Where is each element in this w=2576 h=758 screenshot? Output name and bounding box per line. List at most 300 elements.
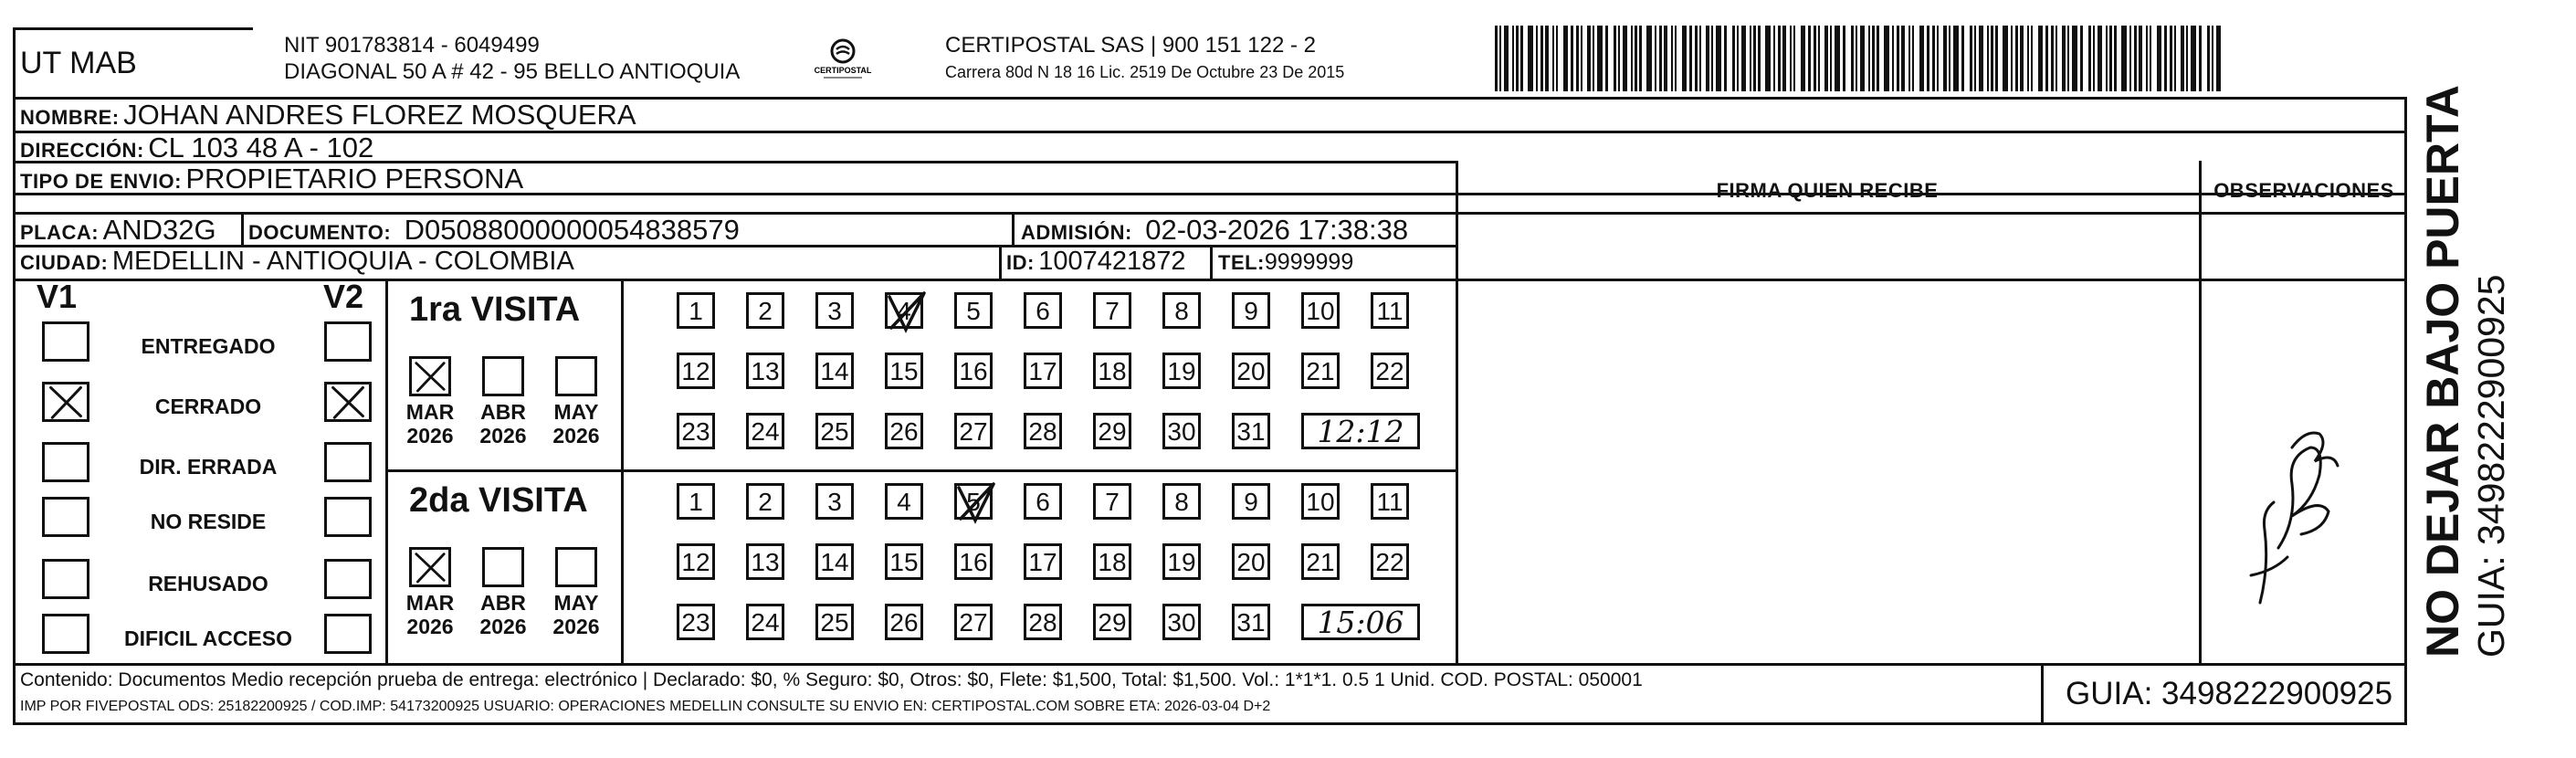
barcode-bar [1614, 26, 1616, 91]
day-box[interactable] [1371, 292, 1409, 329]
placa-value: AND32G [102, 214, 216, 246]
day-box[interactable] [1024, 413, 1062, 449]
ciudad-cell [20, 248, 574, 275]
tipo-value: PROPIETARIO PERSONA [185, 163, 524, 195]
month-label [544, 400, 608, 448]
day-number: 14 [820, 548, 849, 576]
barcode-bar [2056, 26, 2057, 91]
status-label: NO RESIDE [150, 510, 267, 533]
day-box[interactable] [746, 413, 784, 449]
day-number: 29 [1098, 417, 1127, 446]
barcode-bar [1664, 26, 1667, 91]
barcode-bar [1504, 26, 1509, 91]
day-number: 31 [1236, 417, 1266, 446]
day-box[interactable] [746, 292, 784, 329]
barcode-bar [1765, 26, 1771, 91]
day-box[interactable] [677, 483, 715, 520]
month-label [471, 591, 535, 639]
day-number: 25 [820, 417, 849, 446]
day-number: 6 [1036, 297, 1050, 325]
direccion-label: DIRECCIÓN: [20, 139, 144, 162]
barcode-bar [1581, 26, 1582, 91]
day-box[interactable] [1301, 292, 1340, 329]
month-year: 2026 [479, 424, 527, 448]
day-number: 20 [1236, 357, 1266, 385]
barcode-bar [1932, 26, 1935, 91]
barcode-bar [1593, 26, 1594, 91]
day-box[interactable] [885, 292, 923, 329]
barcode-bar [1597, 26, 1603, 91]
checkbox-v1-no-reside[interactable] [42, 497, 89, 537]
day-box[interactable] [1162, 353, 1201, 389]
month-label [544, 591, 608, 639]
barcode-bar [1635, 26, 1637, 91]
day-box[interactable] [1301, 543, 1340, 580]
barcode-bar [2191, 26, 2196, 91]
day-number: 25 [820, 608, 849, 637]
day-box[interactable] [1162, 604, 1201, 640]
day-box[interactable] [885, 353, 923, 389]
side-text [2417, 85, 2529, 658]
day-number: 4 [897, 297, 911, 325]
day-box[interactable] [677, 353, 715, 389]
barcode-bar [2088, 26, 2091, 91]
day-box[interactable] [1162, 543, 1201, 580]
barcode-bar [1516, 26, 1519, 91]
day-box[interactable] [885, 413, 923, 449]
month-name: ABR [480, 400, 526, 424]
day-box[interactable] [677, 543, 715, 580]
day-box[interactable] [1232, 604, 1270, 640]
observaciones-header: OBSERVACIONES [2213, 179, 2394, 202]
month-year: 2026 [552, 424, 600, 448]
tel-value: 9999999 [1264, 249, 1354, 275]
day-number: 1 [689, 488, 703, 516]
logo-text: CERTIPOSTAL [814, 66, 872, 75]
barcode [1495, 26, 2224, 91]
month-label [398, 400, 462, 448]
barcode-bar [1908, 26, 1910, 91]
day-number: 7 [1105, 488, 1120, 516]
barcode-bar [1851, 26, 1854, 91]
barcode-bar [2051, 26, 2054, 91]
barcode-bar [1793, 26, 1795, 91]
day-number: 19 [1167, 548, 1196, 576]
day-number: 8 [1174, 488, 1189, 516]
day-number: 24 [751, 608, 780, 637]
barcode-bar [1631, 26, 1633, 91]
checkbox-v2-rehusado[interactable] [324, 559, 372, 599]
checkbox-v1-cerrado[interactable] [42, 382, 89, 422]
barcode-bar [2157, 26, 2161, 91]
barcode-bar [2106, 26, 2108, 91]
day-number: 17 [1028, 548, 1057, 576]
day-number: 14 [820, 357, 849, 385]
v2-header: V2 [323, 278, 364, 315]
barcode-bar [2015, 26, 2018, 91]
barcode-bar [1499, 26, 1501, 91]
barcode-bar [1927, 26, 1929, 91]
barcode-bar [1961, 26, 1964, 91]
day-number: 10 [1306, 297, 1335, 325]
visit-title: 2da VISITA [409, 481, 588, 520]
month-year: 2026 [552, 615, 600, 639]
documento-cell [248, 216, 740, 244]
firma-header: FIRMA QUIEN RECIBE [1716, 179, 1939, 202]
barcode-bar [1682, 26, 1687, 91]
placa-label: PLACA: [20, 221, 100, 244]
day-number: 17 [1028, 357, 1057, 385]
day-number: 18 [1098, 548, 1127, 576]
day-box[interactable] [1301, 353, 1340, 389]
status-label: ENTREGADO [141, 334, 276, 358]
day-box[interactable] [954, 353, 993, 389]
day-number: 6 [1036, 488, 1050, 516]
barcode-bar [1716, 26, 1721, 91]
side-guia: GUIA: 3498222900925 [2470, 274, 2512, 658]
barcode-bar [1801, 26, 1805, 91]
checkbox-v1-dificil-acceso[interactable] [42, 614, 89, 654]
checkbox-v2-dir-errada[interactable] [324, 442, 372, 482]
day-box[interactable] [954, 604, 993, 640]
barcode-bar [2031, 26, 2033, 91]
barcode-bar [1912, 26, 1914, 91]
footer-contenido: Contenido: Documentos Medio recepción prueba de entrega: electrónico | Declarado: $0, % Seguro: $0, Otros: $0, Flete: $1,500, Total: $1,500. Vol.: 1*1*1. 0.5 1 Unid. COD. POSTAL: 050001 [20, 669, 1643, 690]
day-box[interactable] [885, 543, 923, 580]
day-number: 23 [681, 417, 710, 446]
day-box[interactable] [677, 292, 715, 329]
barcode-bar [1758, 26, 1761, 91]
barcode-bar [2134, 26, 2137, 91]
day-box[interactable] [1093, 413, 1131, 449]
barcode-bar [1979, 26, 1983, 91]
barcode-bar [1953, 26, 1959, 91]
id-cell [1006, 248, 1186, 275]
barcode-bar [2027, 26, 2029, 91]
day-box[interactable] [815, 543, 854, 580]
day-box[interactable] [815, 604, 854, 640]
day-box[interactable] [1371, 483, 1409, 520]
barcode-bar [2170, 26, 2172, 91]
direccion-row [20, 133, 373, 162]
barcode-bar [1536, 26, 1538, 91]
barcode-bar [1897, 26, 1899, 91]
barcode-bar [1773, 26, 1775, 91]
month-name: MAR [405, 591, 455, 615]
barcode-bar [1974, 26, 1976, 91]
visit-time-value: 12:12 [1317, 414, 1404, 449]
day-number: 9 [1244, 488, 1258, 516]
barcode-bar [2181, 26, 2184, 91]
barcode-bar [1860, 26, 1865, 91]
day-box[interactable] [1162, 413, 1201, 449]
day-number: 22 [1375, 548, 1404, 576]
day-box[interactable] [1024, 292, 1062, 329]
company-name: UT MAB [20, 46, 137, 80]
barcode-bar [1818, 26, 1820, 91]
barcode-bar [1520, 26, 1523, 91]
day-number: 29 [1098, 608, 1127, 637]
barcode-bar [1750, 26, 1751, 91]
day-box[interactable] [1024, 353, 1062, 389]
v1-header: V1 [37, 278, 78, 315]
day-number: 21 [1306, 548, 1335, 576]
day-box[interactable] [746, 604, 784, 640]
day-box[interactable] [815, 353, 854, 389]
day-number: 4 [897, 488, 911, 516]
checkbox-v2-dificil-acceso[interactable] [324, 614, 372, 654]
checkbox-v2-entregado[interactable] [324, 321, 372, 362]
barcode-bar [2129, 26, 2131, 91]
barcode-bar [2164, 26, 2167, 91]
day-number: 20 [1236, 548, 1266, 576]
tel-label: TEL: [1218, 251, 1265, 274]
barcode-bar [1587, 26, 1591, 91]
day-number: 21 [1306, 357, 1335, 385]
day-box[interactable] [885, 604, 923, 640]
day-number: 22 [1375, 357, 1404, 385]
day-box[interactable] [1093, 604, 1131, 640]
barcode-bar [1659, 26, 1662, 91]
day-box[interactable] [815, 413, 854, 449]
checkbox-v1-dir-errada[interactable] [42, 442, 89, 482]
day-box[interactable] [1301, 483, 1340, 520]
barcode-bar [1699, 26, 1701, 91]
id-value: 1007421872 [1038, 247, 1186, 276]
barcode-bar [2038, 26, 2043, 91]
barcode-bar [1824, 26, 1828, 91]
visit-time-value: 15:06 [1317, 605, 1404, 640]
day-number: 2 [758, 488, 773, 516]
barcode-bar [1753, 26, 1756, 91]
barcode-bar [1528, 26, 1533, 91]
visit-time[interactable] [1301, 604, 1420, 640]
day-number: 8 [1174, 297, 1189, 325]
day-number: 27 [959, 417, 988, 446]
day-box[interactable] [1024, 604, 1062, 640]
checkbox-v1-rehusado[interactable] [42, 559, 89, 599]
barcode-bar [1605, 26, 1608, 91]
barcode-bar [1495, 26, 1498, 91]
day-box[interactable] [954, 413, 993, 449]
status-label: REHUSADO [148, 572, 268, 595]
month-checkbox-abr[interactable] [482, 356, 524, 396]
month-checkbox-may[interactable] [555, 547, 597, 587]
day-box[interactable] [1093, 292, 1131, 329]
month-checkbox-mar[interactable] [409, 356, 451, 396]
day-box[interactable] [746, 483, 784, 520]
barcode-bar [2216, 26, 2221, 91]
day-number: 7 [1105, 297, 1120, 325]
barcode-bar [2114, 26, 2117, 91]
barcode-bar [1711, 26, 1713, 91]
tipo-label: TIPO DE ENVIO: [20, 170, 182, 193]
barcode-bar [1695, 26, 1698, 91]
carrier-name: CERTIPOSTAL SAS | 900 151 122 - 2 [945, 33, 1316, 58]
barcode-bar [1808, 26, 1811, 91]
day-box[interactable] [1093, 543, 1131, 580]
barcode-bar [1843, 26, 1845, 91]
barcode-bar [2146, 26, 2148, 91]
month-name: ABR [480, 591, 526, 615]
month-year: 2026 [406, 424, 454, 448]
month-checkbox-mar[interactable] [409, 547, 451, 587]
barcode-bar [1675, 26, 1677, 91]
admision-value: 02-03-2026 17:38:38 [1145, 214, 1409, 246]
day-box[interactable] [954, 543, 993, 580]
day-number: 1 [689, 297, 703, 325]
direccion-value: CL 103 48 A - 102 [148, 132, 374, 163]
day-number: 26 [889, 608, 919, 637]
barcode-bar [1790, 26, 1792, 91]
barcode-bar [1872, 26, 1875, 91]
day-number: 5 [966, 488, 981, 516]
barcode-bar [2150, 26, 2151, 91]
status-label: DIFICIL ACCESO [123, 626, 292, 650]
barcode-bar [2098, 26, 2102, 91]
checkbox-v1-entregado[interactable] [42, 321, 89, 362]
barcode-bar [1868, 26, 1870, 91]
day-box[interactable] [954, 483, 993, 520]
barcode-bar [1877, 26, 1879, 91]
day-box[interactable] [1024, 543, 1062, 580]
barcode-bar [1639, 26, 1642, 91]
barcode-bar [1576, 26, 1579, 91]
day-box[interactable] [954, 292, 993, 329]
checkbox-v2-no-reside[interactable] [324, 497, 372, 537]
day-number: 19 [1167, 357, 1196, 385]
month-name: MAY [553, 400, 599, 424]
barcode-bar [1884, 26, 1889, 91]
nombre-label: NOMBRE: [20, 106, 120, 129]
day-number: 24 [751, 417, 780, 446]
footer-imp: IMP POR FIVEPOSTAL ODS: 25182200925 / COD.IMP: 54173200925 USUARIO: OPERACIONES MEDELLIN CONSULTE SU ENVIO EN: CERTIPOSTAL.COM SOBRE ETA: 2026-03-04 D+2 [20, 699, 1271, 714]
day-number: 11 [1376, 488, 1404, 516]
checkbox-v2-cerrado[interactable] [324, 382, 372, 422]
day-number: 16 [959, 548, 988, 576]
day-box[interactable] [1093, 353, 1131, 389]
visit-time[interactable] [1301, 413, 1420, 449]
barcode-bar [2121, 26, 2127, 91]
day-box[interactable] [746, 353, 784, 389]
day-number: 16 [959, 357, 988, 385]
sender-nit: NIT 901783814 - 6049499 [284, 33, 540, 58]
no-dejar-warning: NO DEJAR BAJO PUERTA [2417, 85, 2468, 658]
certipostal-logo [811, 37, 875, 82]
footer-guia: GUIA: 3498222900925 [2066, 676, 2393, 711]
barcode-bar [1737, 26, 1739, 91]
barcode-bar [1943, 26, 1947, 91]
day-box[interactable] [1162, 292, 1201, 329]
barcode-bar [2093, 26, 2095, 91]
day-box[interactable] [1232, 483, 1270, 520]
day-box[interactable] [677, 604, 715, 640]
barcode-bar [1552, 26, 1554, 91]
day-number: 15 [889, 548, 919, 576]
barcode-bar [1724, 26, 1727, 91]
day-box[interactable] [746, 543, 784, 580]
day-box[interactable] [1093, 483, 1131, 520]
day-box[interactable] [1232, 543, 1270, 580]
id-label: ID: [1006, 251, 1035, 274]
sender-address: DIAGONAL 50 A # 42 - 95 BELLO ANTIOQUIA [284, 59, 741, 84]
day-box[interactable] [1371, 543, 1409, 580]
admision-label: ADMISIÓN: [1021, 221, 1132, 244]
carrier-license: Carrera 80d N 18 16 Lic. 2519 De Octubre 23 De 2015 [945, 63, 1345, 81]
barcode-bar [1995, 26, 1998, 91]
barcode-bar [1991, 26, 1993, 91]
barcode-bar [1778, 26, 1781, 91]
day-number: 28 [1028, 417, 1057, 446]
barcode-bar [1623, 26, 1627, 91]
barcode-bar [1706, 26, 1709, 91]
barcode-bar [1856, 26, 1857, 91]
day-box[interactable] [1162, 483, 1201, 520]
barcode-bar [2062, 26, 2066, 91]
day-number: 9 [1244, 297, 1258, 325]
barcode-bar [1646, 26, 1652, 91]
day-box[interactable] [677, 413, 715, 449]
barcode-bar [1937, 26, 1939, 91]
barcode-bar [1545, 26, 1549, 91]
barcode-bar [2109, 26, 2112, 91]
barcode-bar [1655, 26, 1656, 91]
day-box[interactable] [815, 483, 854, 520]
day-number: 3 [827, 297, 842, 325]
barcode-bar [1835, 26, 1840, 91]
barcode-bar [1782, 26, 1786, 91]
barcode-bar [1901, 26, 1905, 91]
barcode-bar [2186, 26, 2188, 91]
day-box[interactable] [1371, 353, 1409, 389]
day-number: 3 [827, 488, 842, 516]
barcode-bar [1618, 26, 1620, 91]
month-checkbox-abr[interactable] [482, 547, 524, 587]
barcode-bar [1741, 26, 1746, 91]
month-label [398, 591, 462, 639]
day-box[interactable] [1232, 353, 1270, 389]
barcode-bar [1556, 26, 1558, 91]
barcode-bar [1732, 26, 1735, 91]
day-box[interactable] [1232, 413, 1270, 449]
day-number: 23 [681, 608, 710, 637]
day-box[interactable] [815, 292, 854, 329]
day-box[interactable] [1232, 292, 1270, 329]
barcode-bar [1571, 26, 1573, 91]
documento-value: D05088000000054838579 [404, 214, 740, 246]
day-number: 13 [751, 548, 780, 576]
barcode-bar [2072, 26, 2077, 91]
ciudad-label: CIUDAD: [20, 251, 109, 274]
month-name: MAR [405, 400, 455, 424]
barcode-bar [1689, 26, 1692, 91]
barcode-bar [1970, 26, 1972, 91]
barcode-bar [2199, 26, 2202, 91]
barcode-bar [2003, 26, 2008, 91]
barcode-bar [1949, 26, 1950, 91]
day-number: 30 [1167, 417, 1196, 446]
day-box[interactable] [885, 483, 923, 520]
month-checkbox-may[interactable] [555, 356, 597, 396]
day-number: 28 [1028, 608, 1057, 637]
month-year: 2026 [479, 615, 527, 639]
barcode-bar [1512, 26, 1514, 91]
day-box[interactable] [1024, 483, 1062, 520]
barcode-bar [1563, 26, 1568, 91]
month-label [471, 400, 535, 448]
barcode-bar [1814, 26, 1816, 91]
tipo-row [20, 164, 523, 193]
